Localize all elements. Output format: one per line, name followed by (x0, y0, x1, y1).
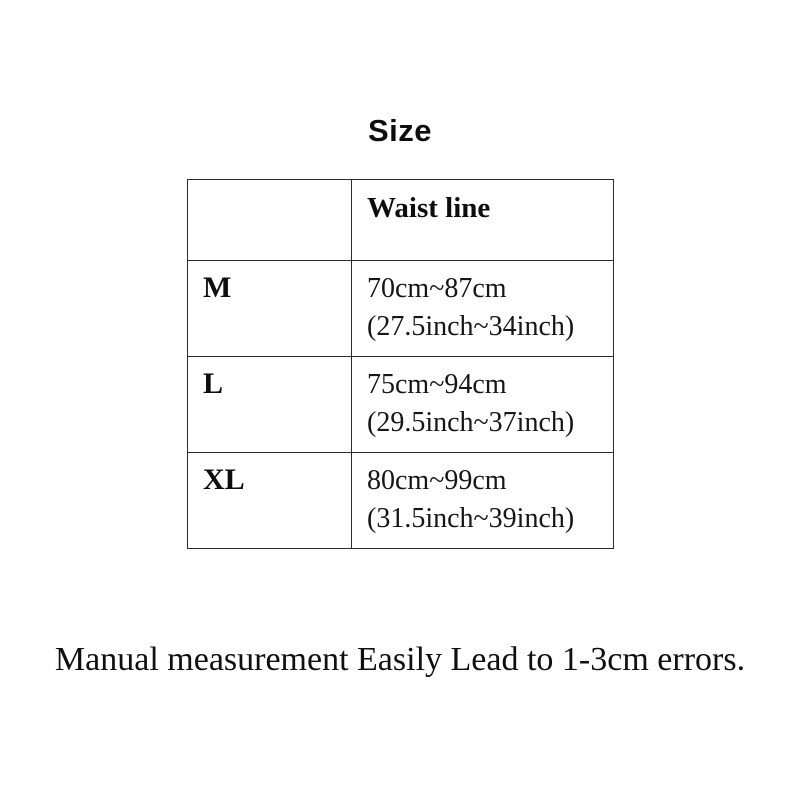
table-row (188, 357, 614, 453)
table-row (188, 261, 614, 357)
page-title: Size (367, 113, 433, 148)
table-header-row (188, 180, 614, 261)
waist-line-column-header: Waist line (352, 180, 614, 261)
size-column-header (188, 180, 352, 261)
size-label-m: M (188, 261, 352, 357)
waist-value-m (352, 261, 614, 357)
table-row (188, 453, 614, 549)
measurement-disclaimer: Manual measurement Easily Lead to 1-3cm errors. (54, 641, 746, 678)
waist-range-inch: (27.5inch~34inch) (367, 311, 575, 342)
waist-range-inch: (29.5inch~37inch) (367, 407, 575, 438)
waist-range-cm: 75cm~94cm (367, 369, 507, 400)
size-table (187, 179, 614, 549)
waist-range-cm: 80cm~99cm (367, 465, 507, 496)
waist-value-xl (352, 453, 614, 549)
size-label-xl: XL (188, 453, 352, 549)
waist-value-l (352, 357, 614, 453)
size-label-l: L (188, 357, 352, 453)
waist-range-inch: (31.5inch~39inch) (367, 503, 575, 534)
waist-range-cm: 70cm~87cm (367, 273, 507, 304)
